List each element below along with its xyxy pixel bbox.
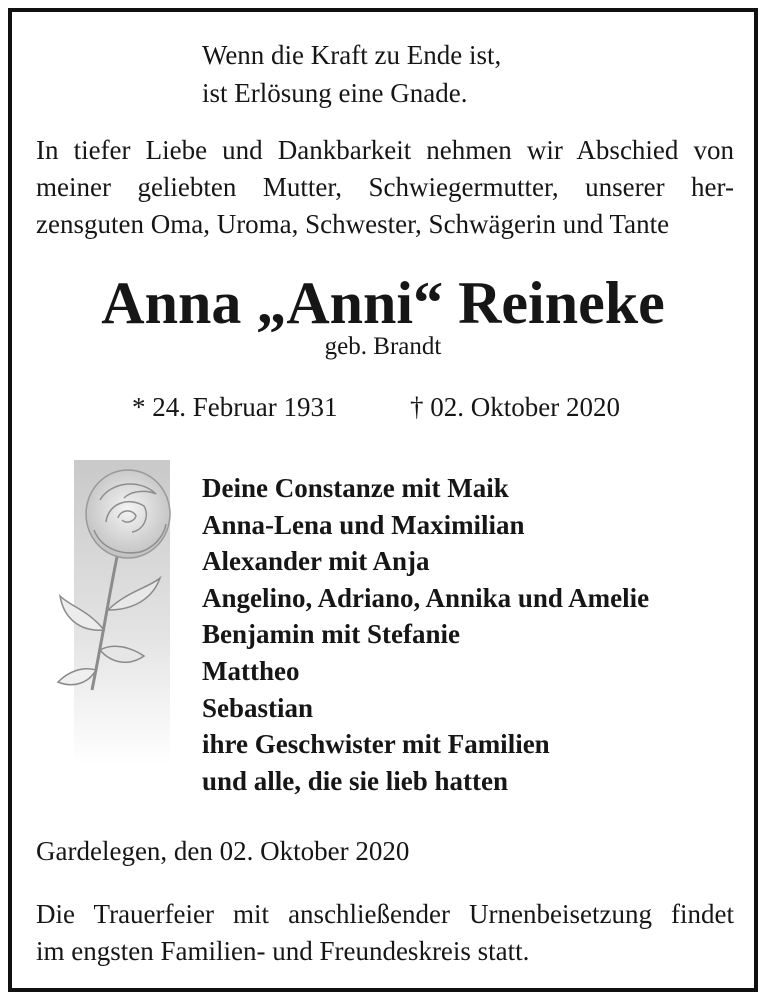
mourner-line: Anna-Lena und Maximilian: [202, 509, 525, 540]
motto-line: Wenn die Kraft zu Ende ist,: [202, 40, 502, 70]
mourner-line: ihre Geschwister mit Familien: [202, 729, 550, 760]
mourner-line: Benjamin mit Stefanie: [202, 619, 460, 650]
mourner-line: Sebastian: [202, 692, 314, 723]
birth-date: * 24. Februar 1931: [132, 392, 338, 422]
motto: [202, 36, 501, 112]
place-date: Gardelegen, den 02. Oktober 2020: [36, 836, 410, 866]
motto-line: ist Erlösung eine Gnade.: [202, 78, 468, 108]
intro-text: [36, 132, 734, 243]
mourner-line: Deine Constanze mit Maik: [202, 473, 509, 503]
intro-line: In tiefer Liebe und Dankbarkeit nehmen wir Abschied von: [36, 135, 734, 165]
mourners-list: [202, 470, 649, 799]
mourner-line: Angelino, Adriano, Annika und Amelie: [202, 582, 650, 613]
deceased-name: Anna „Anni“ Reineke: [101, 270, 665, 336]
intro-line: meiner geliebten Mutter, Schwiegermutter, unserer her-: [36, 172, 734, 202]
death-date: † 02. Oktober 2020: [410, 392, 620, 422]
maiden-name: geb. Brandt: [324, 333, 442, 360]
service-line: Die Trauerfeier mit anschließender Urnenbeisetzung findet: [36, 899, 734, 929]
obituary-frame: [8, 8, 758, 992]
intro-line: zensguten Oma, Uroma, Schwester, Schwägerin und Tante: [36, 209, 670, 239]
mourner-line: Mattheo: [202, 655, 300, 686]
mourner-line: Alexander mit Anja: [202, 546, 430, 577]
rose-icon: [48, 460, 176, 764]
service-line: im engsten Familien- und Freundeskreis statt.: [36, 936, 530, 966]
mourner-line: und alle, die sie lieb hatten: [202, 765, 509, 796]
service-note: [36, 896, 734, 970]
